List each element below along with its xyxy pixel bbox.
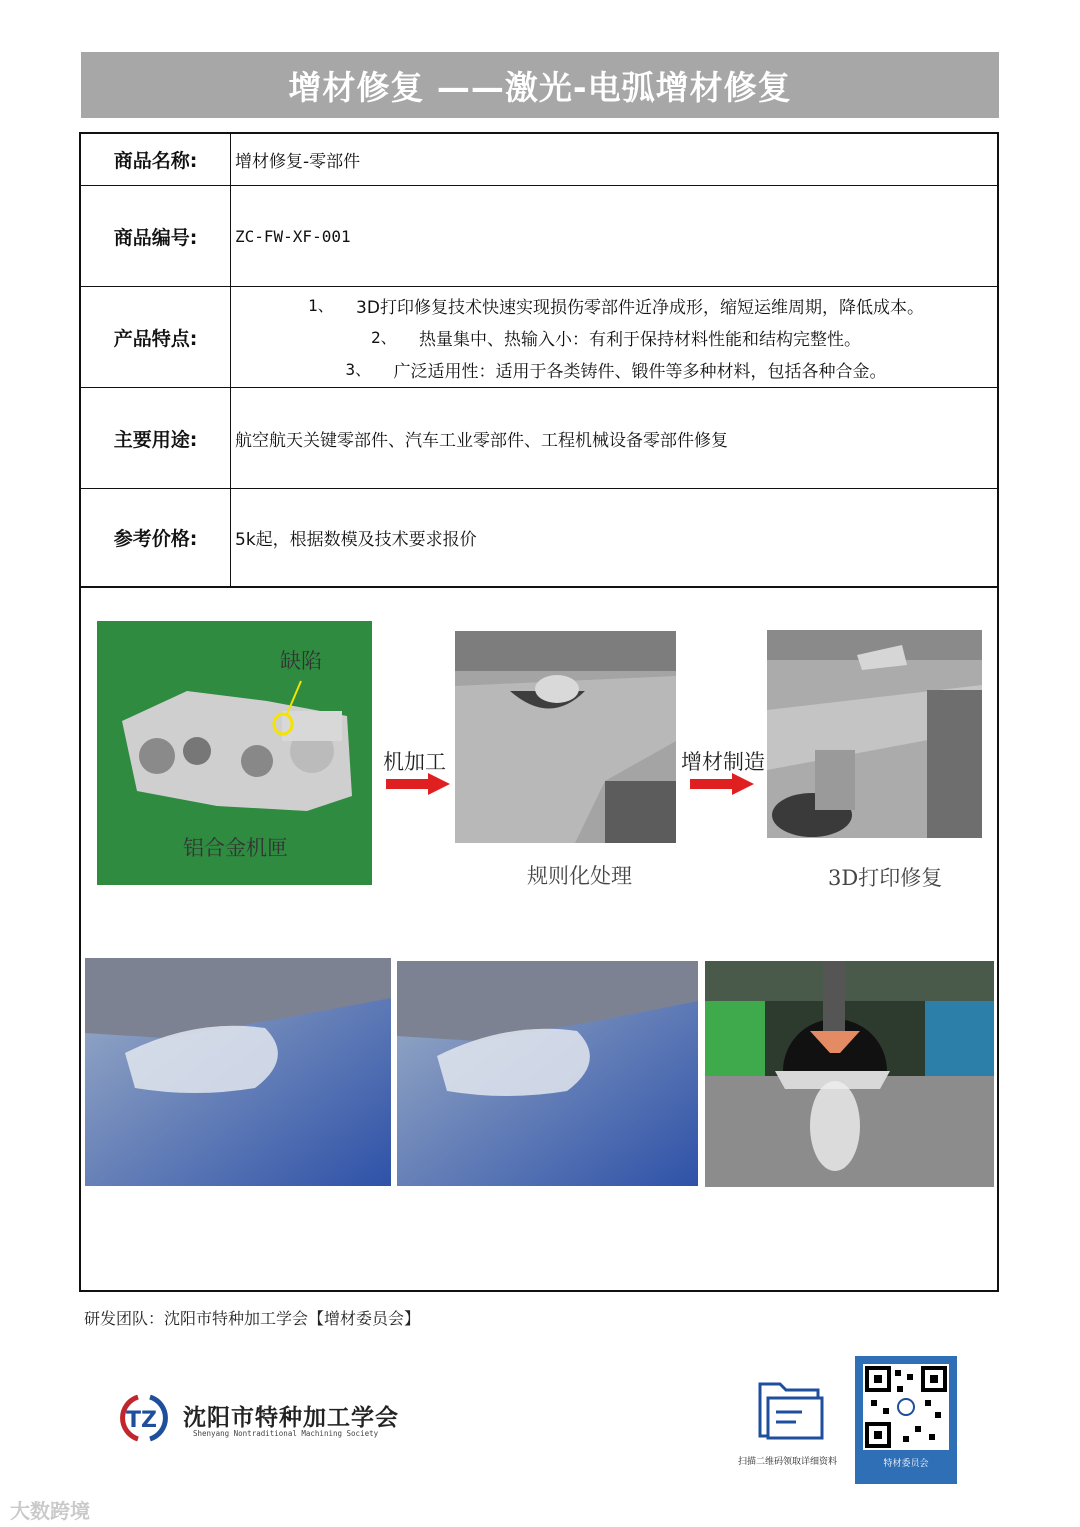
- qr-code-icon[interactable]: [863, 1364, 949, 1450]
- feature-item: 2、 热量集中、热输入小：有利于保持材料性能和结构完整性。: [371, 327, 861, 350]
- use-value: 航空航天关键零部件、汽车工业零部件、工程机械设备零部件修复: [235, 430, 728, 451]
- qr-panel[interactable]: [855, 1356, 957, 1484]
- org-logo-icon: [110, 1393, 178, 1443]
- watermark: 大数跨境: [10, 1499, 90, 1523]
- repair-photo: [767, 630, 982, 838]
- name-label: 商品名称:: [81, 134, 231, 185]
- org-english-name: Shenyang Nontraditional Machining Society: [193, 1429, 379, 1438]
- casing-caption: 铝合金机匣: [183, 836, 288, 860]
- regularized-photo: [455, 631, 676, 843]
- page-title: 增材修复 ——激光-电弧增材修复: [288, 67, 792, 107]
- qr-label: 特材委员会: [883, 1459, 929, 1469]
- row-price: [81, 489, 997, 588]
- scan-label: 扫描二维码领取详细资料: [738, 1457, 838, 1467]
- row-main-use: [81, 388, 997, 489]
- feature-item: 3、 广泛适用性：适用于各类铸件、锻件等多种材料，包括各种合金。: [345, 359, 887, 382]
- process-arrow-icon: [386, 773, 450, 795]
- arrow1-label: 机加工: [383, 750, 446, 774]
- row-product-code: [81, 186, 997, 287]
- laser-arc-photo: [705, 961, 994, 1187]
- use-label: 主要用途:: [81, 388, 231, 488]
- weld-photo-2: [397, 961, 698, 1186]
- aluminum-casing-photo: [97, 621, 372, 885]
- weld-illustration: [85, 958, 391, 1186]
- org-name: 沈阳市特种加工学会: [183, 1405, 399, 1431]
- name-value: 增材修复-零部件: [235, 152, 361, 172]
- defect-label: 缺陷: [280, 649, 322, 673]
- process-arrow-icon: [690, 773, 754, 795]
- dev-team: 研发团队：沈阳市特种加工学会【增材委员会】: [84, 1309, 421, 1328]
- row-product-name: [81, 134, 997, 186]
- feature-item: 1、 3D打印修复技术快速实现损伤零部件近净成形，缩短运维周期，降低成本。: [308, 295, 924, 318]
- folder-icon: [756, 1378, 826, 1442]
- repair-illustration: [767, 630, 982, 838]
- price-value: 5k起，根据数模及技术要求报价: [235, 530, 477, 550]
- page-title-banner: [81, 52, 999, 118]
- feature-list: [231, 287, 997, 387]
- repair-caption: 3D打印修复: [828, 866, 943, 890]
- code-value: ZC-FW-XF-001: [235, 226, 351, 246]
- price-label: 参考价格:: [81, 489, 231, 586]
- regularized-illustration: [455, 631, 676, 843]
- weld-illustration: [397, 961, 698, 1186]
- feature-label: 产品特点:: [81, 287, 231, 387]
- weld-photo-1: [85, 958, 391, 1186]
- code-label: 商品编号:: [81, 186, 231, 286]
- row-features: [81, 287, 997, 388]
- regular-caption: 规则化处理: [527, 864, 632, 888]
- qr-pattern: [863, 1364, 949, 1450]
- logo-text: TZ: [126, 1408, 157, 1433]
- arrow2-label: 增材制造: [681, 750, 765, 774]
- laser-arc-illustration: [705, 961, 994, 1187]
